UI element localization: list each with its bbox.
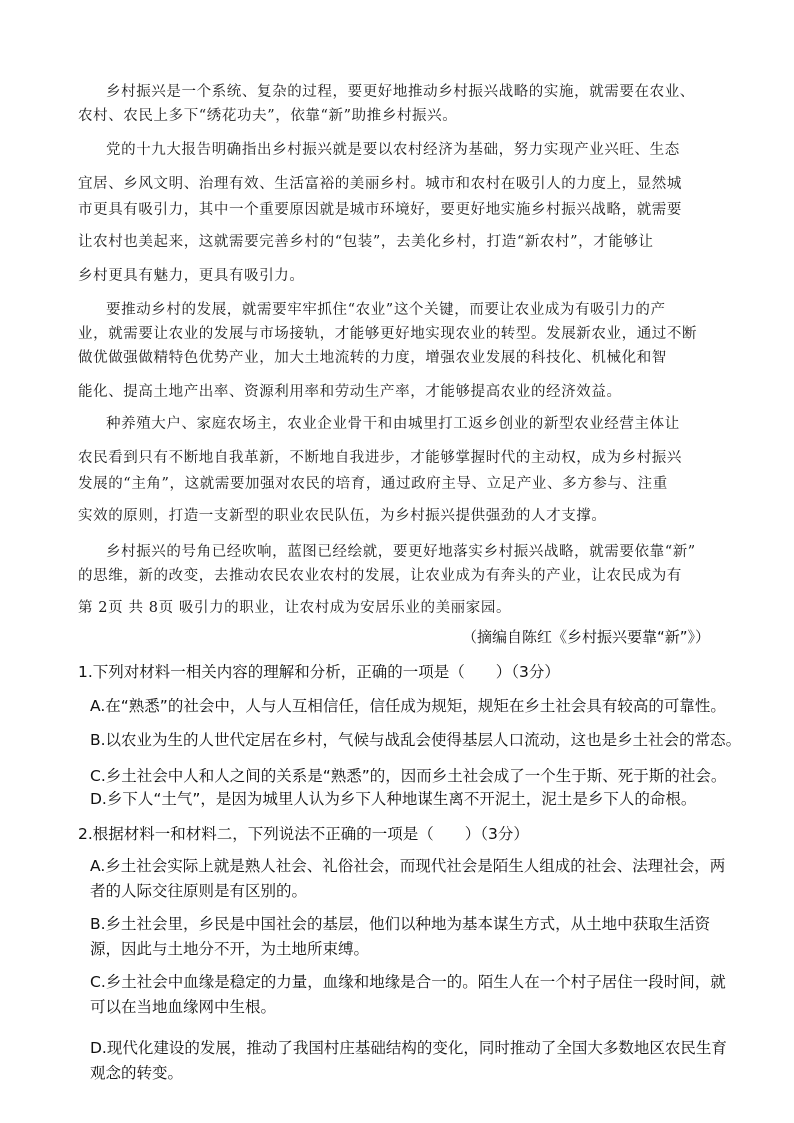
option-d[interactable]: D.现代化建设的发展，推动了我国村庄基础结构的变化，同时推动了全国大多数地区农民生育观念的转变。 <box>90 1039 727 1082</box>
passage-line: 党的十九大报告明确指出乡村振兴就是要以农村经济为基础，努力实现产业兴旺、生态 <box>106 142 680 158</box>
option-b[interactable]: B.以农业为生的人世代定居在乡村，气候与战乱会使得基层人口流动，这也是乡土社会的常态。 <box>90 731 742 749</box>
passage-line: 乡村更具有魅力，更具有吸引力。 <box>78 268 305 284</box>
option-a[interactable]: A.乡土社会实际上就是熟人社会、礼俗社会，而现代社会是陌生人组成的社会、法理社会，两者的人际交往原则是有区别的。 <box>90 857 726 900</box>
passage-line: 能化、提高土地产出率、资源利用率和劳动生产率，才能够提高农业的经济效益。 <box>78 384 622 400</box>
passage-line: 第 2页 共 8页 吸引力的职业，让农村成为安居乐业的美丽家园。 <box>78 600 512 616</box>
passage-line: 发展的“主角”，这就需要加强对农民的培育，通过政府主导、立足产业、多方参与、注重 <box>78 476 668 492</box>
option-c[interactable]: C.乡土社会中血缘是稳定的力量，血缘和地缘是合一的。陌生人在一个村子居住一段时间，就可以在当地血缘网中生根。 <box>90 973 726 1016</box>
option-a[interactable]: A.在“熟悉”的社会中，人与人互相信任，信任成为规矩，规矩在乡土社会具有较高的可靠性。 <box>90 697 726 715</box>
passage-line: 乡村振兴的号角已经吹响，蓝图已经绘就，要更好地落实乡村振兴战略，就需要依靠“新” <box>106 544 696 560</box>
question-stem: 1.下列对材料一相关内容的理解和分析，正确的一项是（ ）（3分） <box>78 663 560 681</box>
passage-line: 市更具有吸引力，其中一个重要原因就是城市环境好，要更好地实施乡村振兴战略，就需要 <box>78 202 682 218</box>
question-stem: 2.根据材料一和材料二，下列说法不正确的一项是（ ）（3分） <box>78 825 529 843</box>
passage-line: 业，就需要让农业的发展与市场接轨，才能够更好地实现农业的转型。发展新农业，通过不断 <box>78 326 698 342</box>
passage-line: 宜居、乡风文明、治理有效、生活富裕的美丽乡村。城市和农村在吸引人的力度上，显然城 <box>78 176 682 192</box>
passage-line: 让农村也美起来，这就需要完善乡村的“包装”，去美化乡村，打造“新农村”，才能够让 <box>78 234 654 250</box>
option-c[interactable]: C.乡土社会中人和人之间的关系是“熟悉”的，因而乡土社会成了一个生于斯、死于斯的社会。 <box>90 767 727 785</box>
option-b[interactable]: B.乡土社会里，乡民是中国社会的基层，他们以种地为基本谋生方式，从土地中获取生活资源，因此与土地分不开，为土地所束缚。 <box>90 915 711 958</box>
passage-line: 要推动乡村的发展，就需要牢牢抓住“农业”这个关键，而要让农业成为有吸引力的产 <box>106 302 666 318</box>
passage-line: 乡村振兴是一个系统、复杂的过程，要更好地推动乡村振兴战略的实施，就需要在农业、 <box>106 84 695 100</box>
passage-line: 农民看到只有不断地自我革新，不断地自我进步，才能够掌握时代的主动权，成为乡村振兴 <box>78 450 682 466</box>
passage-line: 的思维，新的改变，去推动农民农业农村的发展，让农业成为有奔头的产业，让农民成为有 <box>78 568 682 584</box>
passage-line: 做优做强做精特色优势产业，加大土地流转的力度，增强农业发展的科技化、机械化和智 <box>78 350 667 366</box>
passage-line: 农村、农民上多下“绣花功夫”，依靠“新”助推乡村振兴。 <box>78 108 458 124</box>
passage-source: （摘编自陈红《乡村振兴要靠“新”》） <box>461 628 710 646</box>
option-d[interactable]: D.乡下人“土气”，是因为城里人认为乡下人种地谋生离不开泥土，泥土是乡下人的命根。 <box>90 790 697 808</box>
passage-line: 实效的原则，打造一支新型的职业农民队伍，为乡村振兴提供强劲的人才支撑。 <box>78 508 607 524</box>
passage-line: 种养殖大户、家庭农场主，农业企业骨干和由城里打工返乡创业的新型农业经营主体让 <box>106 416 680 432</box>
